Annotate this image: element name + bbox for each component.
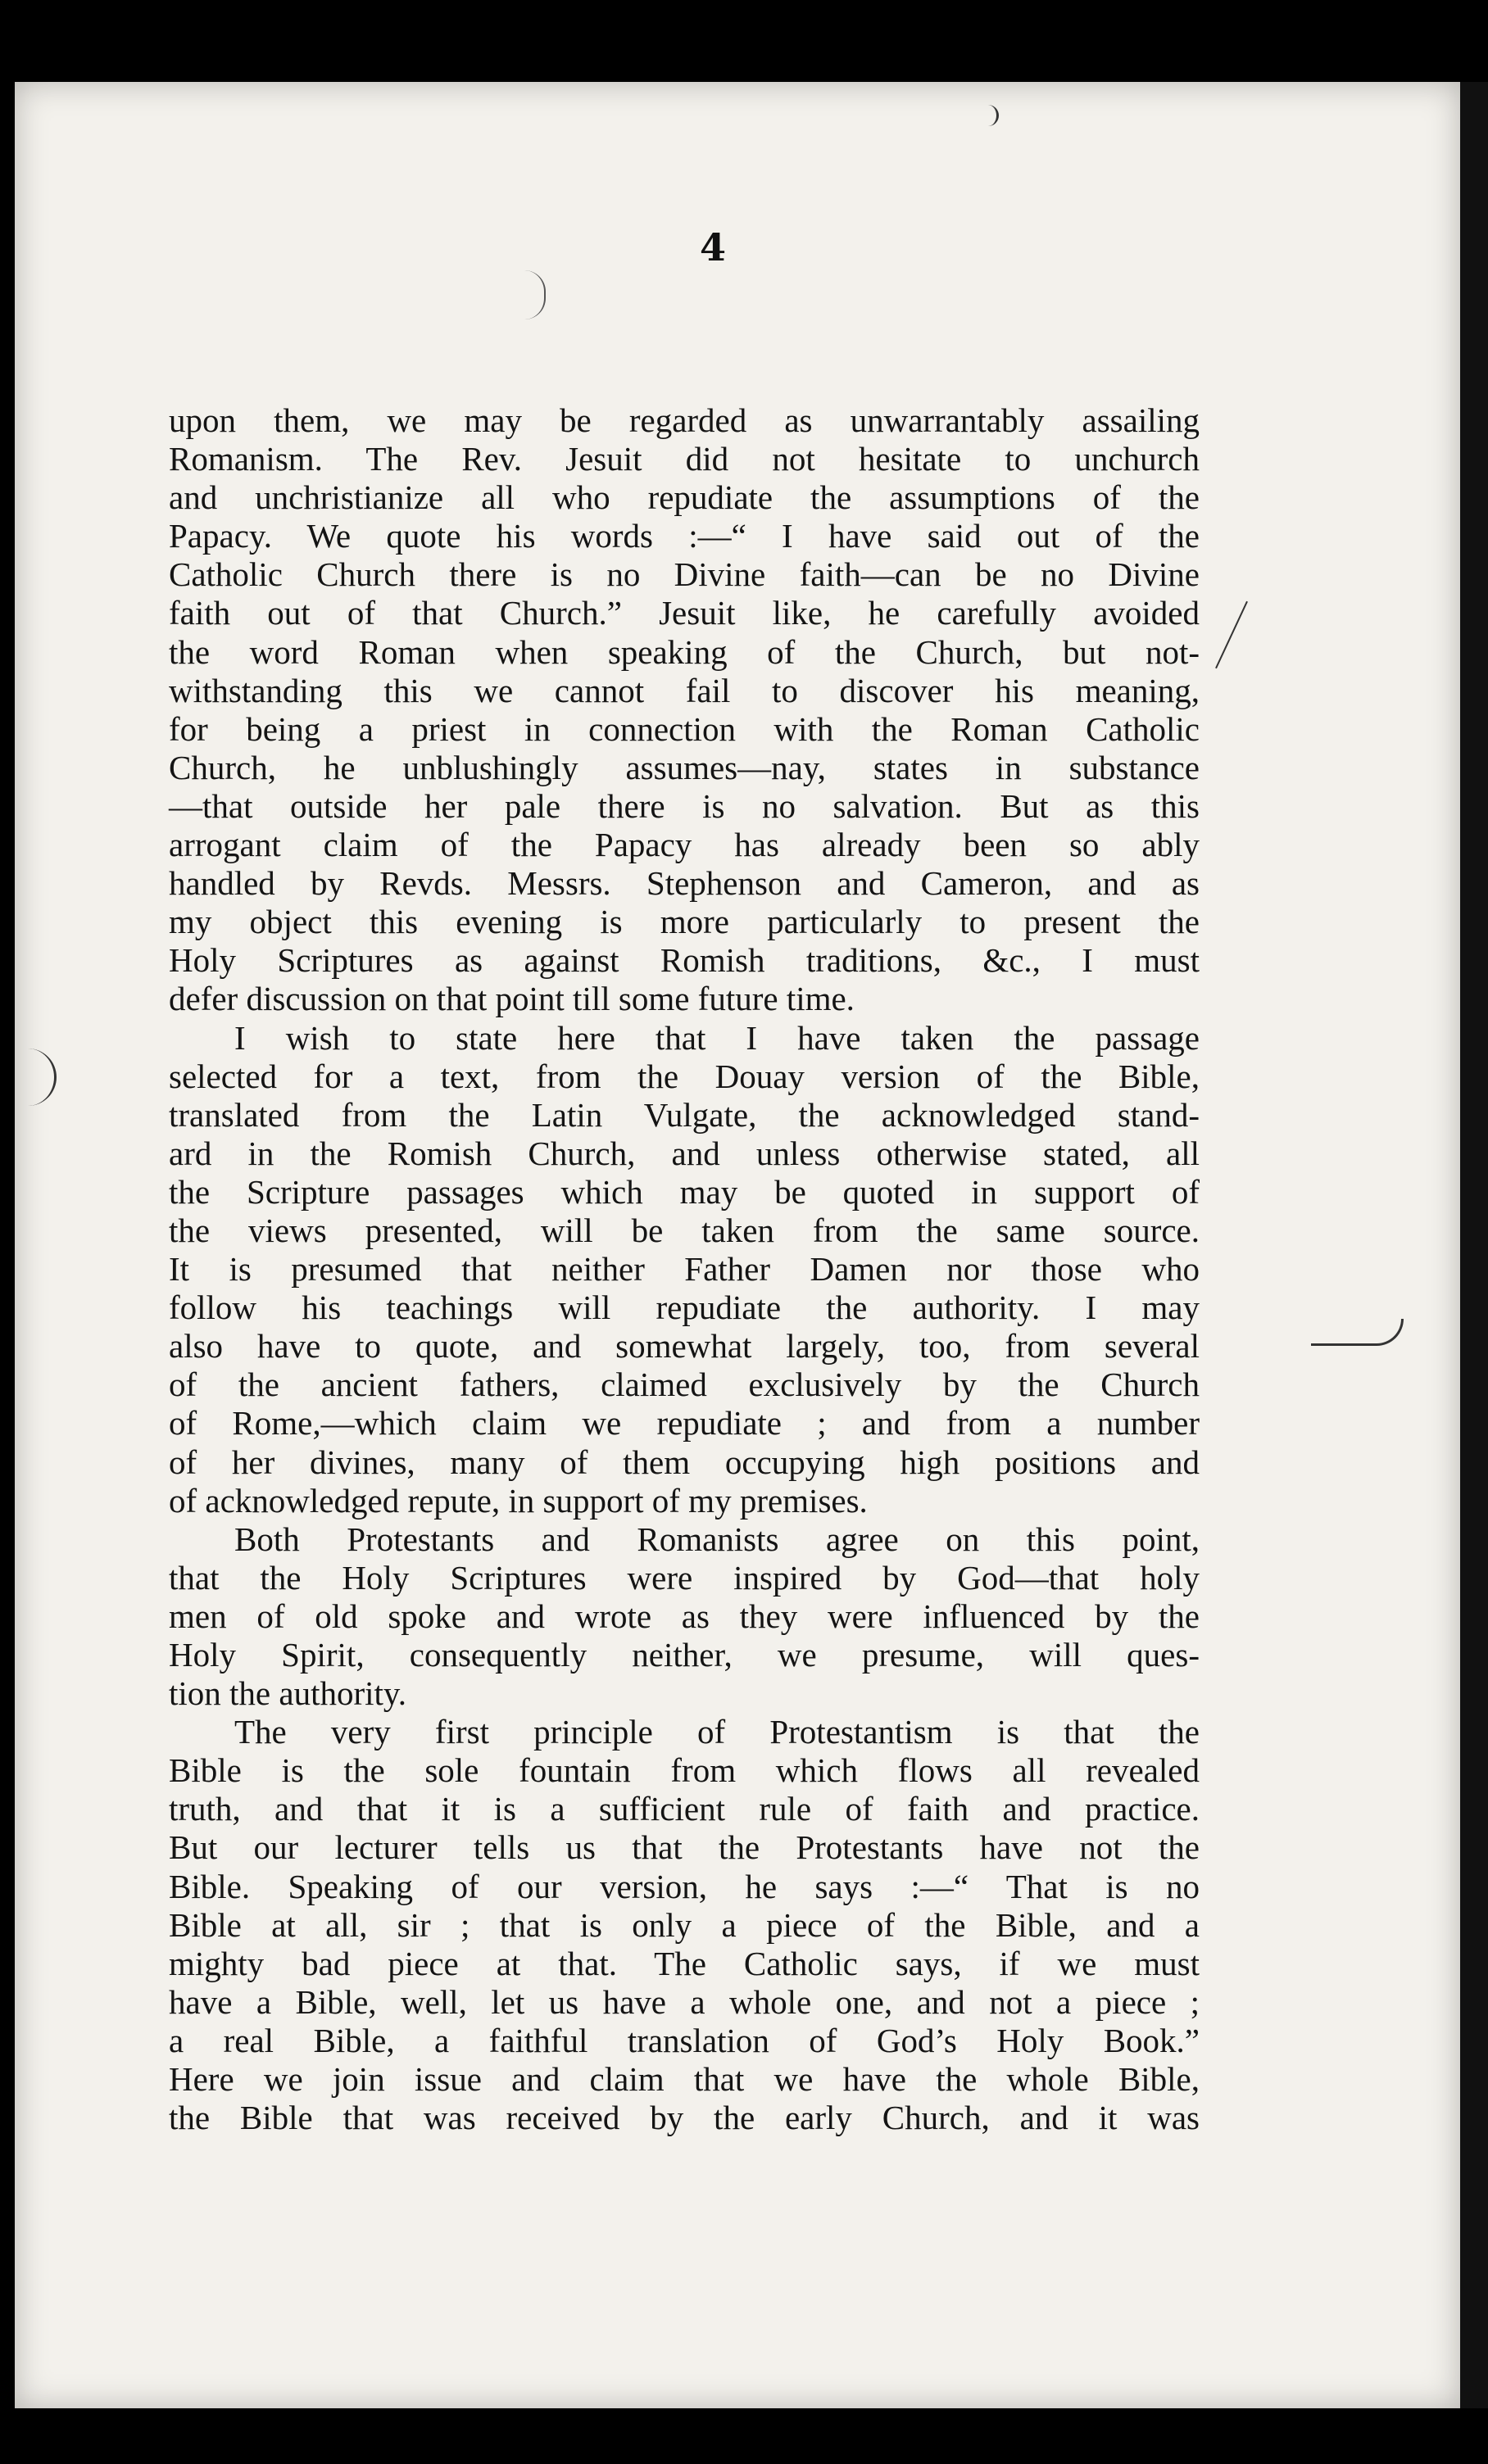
text-line: the views presented, will be taken from the same source. [169,1211,1200,1249]
text-line: Bible. Speaking of our version, he says :—“ That is no [169,1867,1200,1905]
text-line: have a Bible, well, let us have a whole one, and not a piece ; [169,1982,1200,2021]
text-line: arrogant claim of the Papacy has already been so ably [169,826,1200,864]
text-line: tion the authority. [169,1674,406,1713]
text-line: a real Bible, a faithful translation of God’s Holy Book.” [169,2021,1200,2059]
text-line: truth, and that it is a sufficient rule of faith and practice. [169,1790,1200,1828]
text-line: follow his teachings will repudiate the authority. I may [169,1289,1200,1327]
text-line: mighty bad piece at that. The Catholic says, if we must [169,1944,1200,1982]
text-line: upon them, we may be regarded as unwarrantably assailing [169,401,1200,439]
text-line: and unchristianize all who repudiate the assumptions of the [169,478,1200,517]
text-line: Papacy. We quote his words :—“ I have said out of the [169,517,1200,555]
text-line: that the Holy Scriptures were inspired by God—that holy [169,1558,1200,1597]
text-line: withstanding this we cannot fail to discover his meaning, [169,671,1200,709]
text-line: Both Protestants and Romanists agree on this point, [234,1520,1200,1558]
text-line: of Rome,—which claim we repudiate ; and from a number [169,1404,1200,1443]
text-line: Bible at all, sir ; that is only a piece of the Bible, and a [169,1905,1200,1944]
text-line: faith out of that Church.” Jesuit like, he carefully avoided [169,594,1200,632]
text-line: defer discussion on that point till some future time. [169,980,855,1018]
text-line: men of old spoke and wrote as they were influenced by the [169,1597,1200,1635]
text-line: It is presumed that neither Father Damen nor those who [169,1250,1200,1289]
text-line: selected for a text, from the Douay version of the Bible, [169,1057,1200,1095]
body-text [169,401,1200,2137]
text-line: of acknowledged repute, in support of my premises. [169,1481,868,1520]
text-line: of the ancient fathers, claimed exclusively by the Church [169,1366,1200,1404]
text-line: The very first principle of Protestantism is that the [234,1713,1200,1751]
text-line: Romanism. The Rev. Jesuit did not hesitate to unchurch [169,440,1200,478]
text-line: the Bible that was received by the early Church, and it was [169,2099,1200,2137]
text-line: also have to quote, and somewhat largely, too, from several [169,1327,1200,1366]
text-line: Holy Scriptures as against Romish traditions, &c., I must [169,941,1200,980]
text-line: handled by Revds. Messrs. Stephenson and Cameron, and as [169,864,1200,903]
text-line: for being a priest in connection with the Roman Catholic [169,709,1200,748]
text-line: Catholic Church there is no Divine faith—can be no Divine [169,555,1200,594]
text-line: translated from the Latin Vulgate, the acknowledged stand- [169,1095,1200,1134]
text-line: Here we join issue and claim that we have the whole Bible, [169,2060,1200,2099]
page-edge-shadow [1460,82,1488,2408]
text-line: the word Roman when speaking of the Church, but not- [169,632,1200,671]
text-line: But our lecturer tells us that the Protestants have not the [169,1828,1200,1867]
text-line: ard in the Romish Church, and unless otherwise stated, all [169,1134,1200,1172]
text-line: the Scripture passages which may be quoted in support of [169,1172,1200,1211]
text-line: I wish to state here that I have taken the passage [234,1018,1200,1057]
text-line: Holy Spirit, consequently neither, we presume, will ques- [169,1636,1200,1674]
page-number: 4 [699,225,726,270]
scan-mark [1311,1319,1404,1346]
text-line: Church, he unblushingly assumes—nay, states in substance [169,748,1200,786]
text-line: —that outside her pale there is no salvation. But as this [169,786,1200,825]
text-line: of her divines, many of them occupying high positions and [169,1443,1200,1481]
text-line: my object this evening is more particularly to present the [169,903,1200,941]
text-line: Bible is the sole fountain from which flows all revealed [169,1751,1200,1790]
